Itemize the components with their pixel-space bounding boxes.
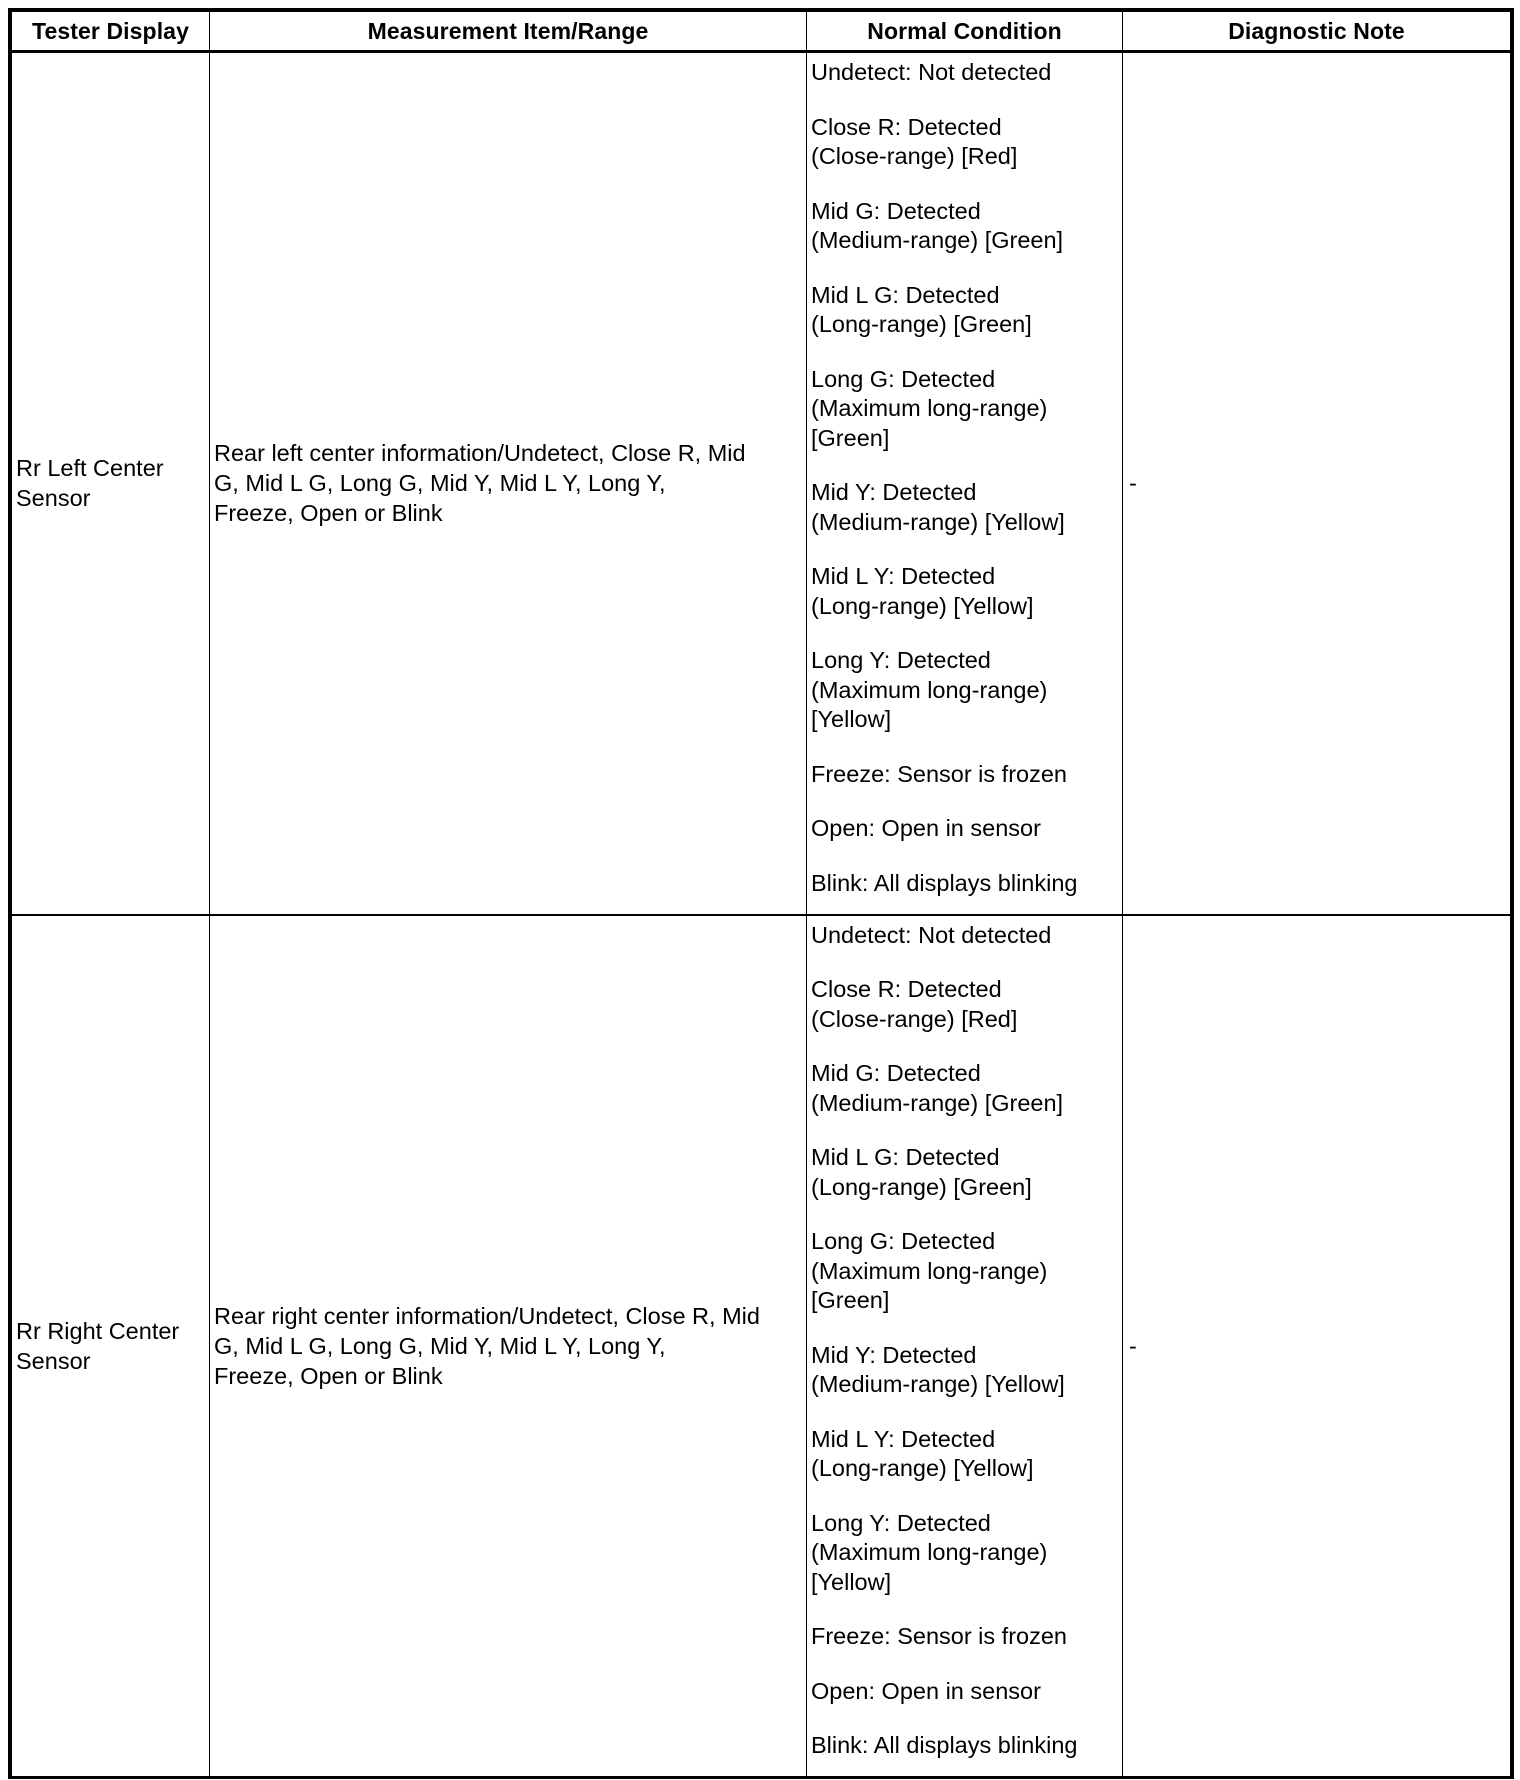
measurement-line: G, Mid L G, Long G, Mid Y, Mid L Y, Long Y, bbox=[214, 470, 666, 497]
header-tester-display: Tester Display bbox=[12, 12, 210, 52]
tester-display-line: Rr Right Center bbox=[16, 1318, 180, 1345]
condition-line: [Yellow] bbox=[811, 706, 892, 732]
condition-item bbox=[811, 113, 1118, 172]
condition-line: Mid Y: Detected bbox=[811, 479, 977, 505]
header-measurement: Measurement Item/Range bbox=[210, 12, 807, 52]
condition-item bbox=[811, 1509, 1118, 1598]
measurement-line: G, Mid L G, Long G, Mid Y, Mid L Y, Long Y, bbox=[214, 1333, 666, 1360]
measurement-line: Freeze, Open or Blink bbox=[214, 1363, 443, 1390]
condition-line: Long Y: Detected bbox=[811, 1509, 991, 1536]
table-header bbox=[12, 12, 1511, 52]
measurement-line: Freeze, Open or Blink bbox=[214, 500, 443, 527]
header-diagnostic-note: Diagnostic Note bbox=[1123, 12, 1511, 52]
condition-item bbox=[811, 281, 1118, 340]
condition-line: (Long-range) [Green] bbox=[811, 311, 1032, 337]
condition-item bbox=[811, 562, 1118, 621]
condition-item bbox=[811, 1341, 1118, 1400]
condition-item bbox=[811, 1731, 1118, 1761]
condition-line: Long G: Detected bbox=[811, 365, 996, 392]
condition-line: Mid L G: Detected bbox=[811, 1144, 1000, 1170]
cell-normal-condition bbox=[807, 915, 1123, 1778]
condition-line: Open: Open in sensor bbox=[811, 1677, 1041, 1704]
condition-item bbox=[811, 869, 1118, 899]
condition-line: [Green] bbox=[811, 1287, 890, 1313]
cell-tester-display bbox=[12, 915, 210, 1778]
table-row bbox=[12, 915, 1511, 1778]
condition-line: Mid G: Detected bbox=[811, 1060, 981, 1086]
condition-line: (Long-range) [Green] bbox=[811, 1173, 1032, 1200]
condition-line: (Medium-range) [Green] bbox=[811, 227, 1064, 253]
data-table-frame bbox=[8, 8, 1514, 1779]
table-body bbox=[12, 52, 1511, 1778]
condition-item bbox=[811, 814, 1118, 844]
condition-item bbox=[811, 365, 1118, 454]
condition-line: (Long-range) [Yellow] bbox=[811, 592, 1034, 619]
condition-line: Long G: Detected bbox=[811, 1228, 996, 1254]
condition-line: (Medium-range) [Yellow] bbox=[811, 508, 1065, 535]
condition-item bbox=[811, 1677, 1118, 1707]
condition-line: [Green] bbox=[811, 424, 890, 451]
condition-line: (Close-range) [Red] bbox=[811, 143, 1018, 169]
condition-line: Freeze: Sensor is frozen bbox=[811, 1623, 1067, 1649]
condition-item bbox=[811, 1622, 1118, 1652]
measurement-line: Rear left center information/Undetect, Close R, Mid bbox=[214, 440, 746, 467]
diagnostic-note-text: - bbox=[1129, 470, 1137, 497]
condition-line: Open: Open in sensor bbox=[811, 815, 1041, 841]
condition-line: (Maximum long-range) bbox=[811, 676, 1048, 703]
condition-line: Undetect: Not detected bbox=[811, 59, 1052, 85]
condition-item bbox=[811, 197, 1118, 256]
condition-item bbox=[811, 1425, 1118, 1484]
measurement-line: Rear right center information/Undetect, Close R, Mid bbox=[214, 1303, 760, 1330]
condition-item bbox=[811, 1143, 1118, 1202]
condition-line: (Long-range) [Yellow] bbox=[811, 1455, 1034, 1481]
condition-line: Blink: All displays blinking bbox=[811, 869, 1078, 896]
condition-line: Long Y: Detected bbox=[811, 647, 991, 673]
condition-item bbox=[811, 646, 1118, 735]
condition-item bbox=[811, 975, 1118, 1034]
condition-line: (Medium-range) [Green] bbox=[811, 1089, 1064, 1116]
condition-item bbox=[811, 921, 1118, 951]
condition-item bbox=[811, 58, 1118, 88]
tester-display-line: Rr Left Center bbox=[16, 455, 164, 482]
condition-line: Close R: Detected bbox=[811, 113, 1002, 140]
table-row bbox=[12, 52, 1511, 915]
header-normal-condition: Normal Condition bbox=[807, 12, 1123, 52]
tester-display-line: Sensor bbox=[16, 1348, 91, 1375]
cell-diagnostic-note bbox=[1123, 52, 1511, 915]
cell-measurement bbox=[210, 915, 807, 1778]
condition-line: (Medium-range) [Yellow] bbox=[811, 1371, 1065, 1397]
diagnostic-note-text: - bbox=[1129, 1333, 1137, 1360]
diagnostic-data-table bbox=[11, 11, 1511, 1778]
condition-line: [Yellow] bbox=[811, 1568, 892, 1595]
cell-measurement bbox=[210, 52, 807, 915]
header-row bbox=[12, 12, 1511, 52]
condition-line: Close R: Detected bbox=[811, 976, 1002, 1002]
cell-normal-condition bbox=[807, 52, 1123, 915]
condition-line: Mid L Y: Detected bbox=[811, 563, 996, 589]
condition-line: Mid G: Detected bbox=[811, 197, 981, 224]
condition-line: Undetect: Not detected bbox=[811, 921, 1052, 948]
condition-item bbox=[811, 478, 1118, 537]
condition-line: (Maximum long-range) bbox=[811, 1257, 1048, 1284]
condition-line: Mid L G: Detected bbox=[811, 281, 1000, 308]
condition-item bbox=[811, 760, 1118, 790]
condition-item bbox=[811, 1059, 1118, 1118]
condition-line: (Maximum long-range) bbox=[811, 1539, 1048, 1565]
condition-line: Mid L Y: Detected bbox=[811, 1425, 996, 1452]
condition-line: (Close-range) [Red] bbox=[811, 1005, 1018, 1032]
condition-item bbox=[811, 1227, 1118, 1316]
tester-display-line: Sensor bbox=[16, 485, 91, 512]
cell-tester-display bbox=[12, 52, 210, 915]
condition-line: Mid Y: Detected bbox=[811, 1341, 977, 1368]
condition-line: Blink: All displays blinking bbox=[811, 1732, 1078, 1758]
condition-line: (Maximum long-range) bbox=[811, 395, 1048, 421]
cell-diagnostic-note bbox=[1123, 915, 1511, 1778]
condition-line: Freeze: Sensor is frozen bbox=[811, 760, 1067, 787]
